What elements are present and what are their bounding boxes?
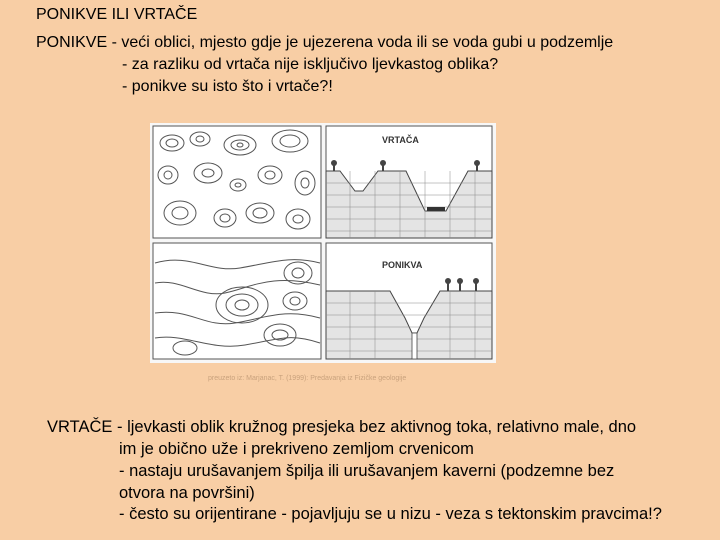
vrtace-definition: VRTAČE - ljevkasti oblik kružnog presjeka bez aktivnog toka, relativno male, dno	[47, 418, 637, 436]
ponikva-label: PONIKVA	[382, 260, 423, 270]
vrtace-origin-cont: otvora na površini)	[119, 484, 255, 502]
ponikve-definition: PONIKVE - veći oblici, mjesto gdje je ujezerena voda ili se voda gubi u podzemlje	[36, 34, 614, 51]
vrtaca-label: VRTAČA	[382, 135, 419, 145]
figure-caption: preuzeto iz: Marjanac, T. (1999): Predavanja iz Fizičke geologije	[208, 375, 407, 382]
karst-illustration	[150, 123, 496, 363]
ponikve-note-1: - za razliku od vrtača nije isključivo ljevkastog oblika?	[122, 56, 499, 73]
page-title: PONIKVE ILI VRTAČE	[36, 6, 198, 23]
vrtace-origin: - nastaju urušavanjem špilja ili urušavanjem kaverni (podzemne bez	[119, 462, 615, 480]
vrtace-orientation: - često su orijentirane - pojavljuju se u nizu - veza s tektonskim pravcima!?	[119, 505, 662, 523]
ponikve-note-2: - ponikve su isto što i vrtače?!	[122, 78, 333, 95]
vrtace-definition-cont: im je obično uže i prekriveno zemljom crvenicom	[119, 440, 474, 458]
karst-figure	[150, 123, 496, 363]
